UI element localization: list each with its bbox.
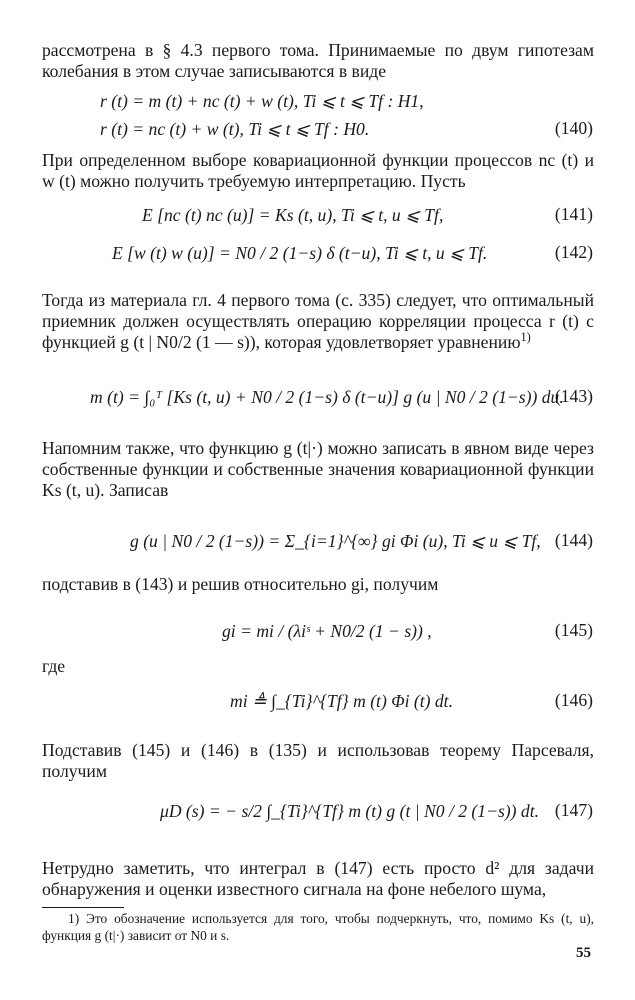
- paragraph-1-text: рассмотрена в § 4.3 первого тома. Принимаемые по двум гипотезам колебания в этом случае записываются в виде: [42, 40, 594, 81]
- equation-145-body: gi = mi / (λiˢ + N0/2 (1 − s)) ,: [222, 621, 432, 641]
- equation-147-body: μD (s) = − s/2 ∫_{Ti}^{Tf} m (t) g (t | N0 / 2 (1−s)) dt.: [160, 801, 539, 821]
- equation-number-145: (145): [554, 620, 593, 640]
- equation-142-body: E [w (t) w (u)] = N0 / 2 (1−s) δ (t−u), Ti ⩽ t, u ⩽ Tf.: [112, 243, 488, 263]
- equation-number-147: (147): [554, 800, 593, 820]
- paragraph-8: [42, 858, 594, 900]
- paragraph-7-text: Подставив (145) и (146) в (135) и использовав теорему Парсеваля, получим: [42, 740, 594, 781]
- equation-140-line-1: r (t) = m (t) + nc (t) + w (t), Ti ⩽ t ⩽ Tf : H1,: [100, 91, 424, 111]
- equation-141-body: E [nc (t) nc (u)] = Ks (t, u), Ti ⩽ t, u ⩽ Tf,: [142, 205, 444, 225]
- paragraph-4-text: Напомним также, что функцию g (t|·) можно записать в явном виде через собственные функции и собственные значения ковариационной функции Ks (t, u). Записав: [42, 438, 594, 500]
- equation-146-body: mi ≜ ∫_{Ti}^{Tf} m (t) Φi (t) dt.: [230, 691, 453, 711]
- paragraph-3: [42, 290, 594, 353]
- equation-number-141: (141): [554, 204, 593, 224]
- equation-number-140: (140): [554, 118, 593, 138]
- paragraph-2: [42, 150, 594, 192]
- paragraph-3-text: Тогда из материала гл. 4 первого тома (с. 335) следует, что оптимальный приемник должен осуществлять операцию корреляции процесса r (t) с функцией g (t | N0/2 (1 — s)), которая удовлетворяет уравнению: [42, 290, 594, 352]
- equation-143-body: m (t) = ∫₀ᵀ [Ks (t, u) + N0 / 2 (1−s) δ (t−u)] g (u | N0 / 2 (1−s)) du.: [90, 387, 564, 407]
- paragraph-4: [42, 438, 594, 501]
- paragraph-6: [42, 656, 594, 677]
- paragraph-6-text: где: [42, 656, 66, 676]
- equation-number-142: (142): [554, 242, 593, 262]
- paragraph-5-text: подставив в (143) и решив относительно gi, получим: [42, 574, 439, 594]
- paragraph-8-text: Нетрудно заметить, что интеграл в (147) есть просто d² для задачи обнаружения и оценки известного сигнала на фоне небелого шума,: [42, 858, 594, 899]
- footnote-rule: [42, 907, 124, 908]
- equation-number-146: (146): [554, 690, 593, 710]
- paragraph-5: [42, 574, 594, 595]
- paragraph-7: [42, 740, 594, 782]
- equation-140-line-2: r (t) = nc (t) + w (t), Ti ⩽ t ⩽ Tf : H0.: [100, 119, 370, 139]
- page-number: 55: [576, 945, 591, 961]
- footnote-marker: 1): [520, 330, 531, 345]
- equation-number-143: (143): [554, 386, 593, 406]
- equation-number-144: (144): [554, 530, 593, 550]
- paragraph-1: [42, 40, 594, 82]
- equation-144-body: g (u | N0 / 2 (1−s)) = Σ_{i=1}^{∞} gi Φi (u), Ti ⩽ u ⩽ Tf,: [130, 531, 541, 551]
- paragraph-2-text: При определенном выборе ковариационной функции процессов nc (t) и w (t) можно получить требуемую интерпретацию. Пусть: [42, 150, 594, 191]
- footnote: 1) Это обозначение используется для того, чтобы подчеркнуть, что, помимо Ks (t, u), функция g (t|·) зависит от N0 и s.: [42, 911, 594, 943]
